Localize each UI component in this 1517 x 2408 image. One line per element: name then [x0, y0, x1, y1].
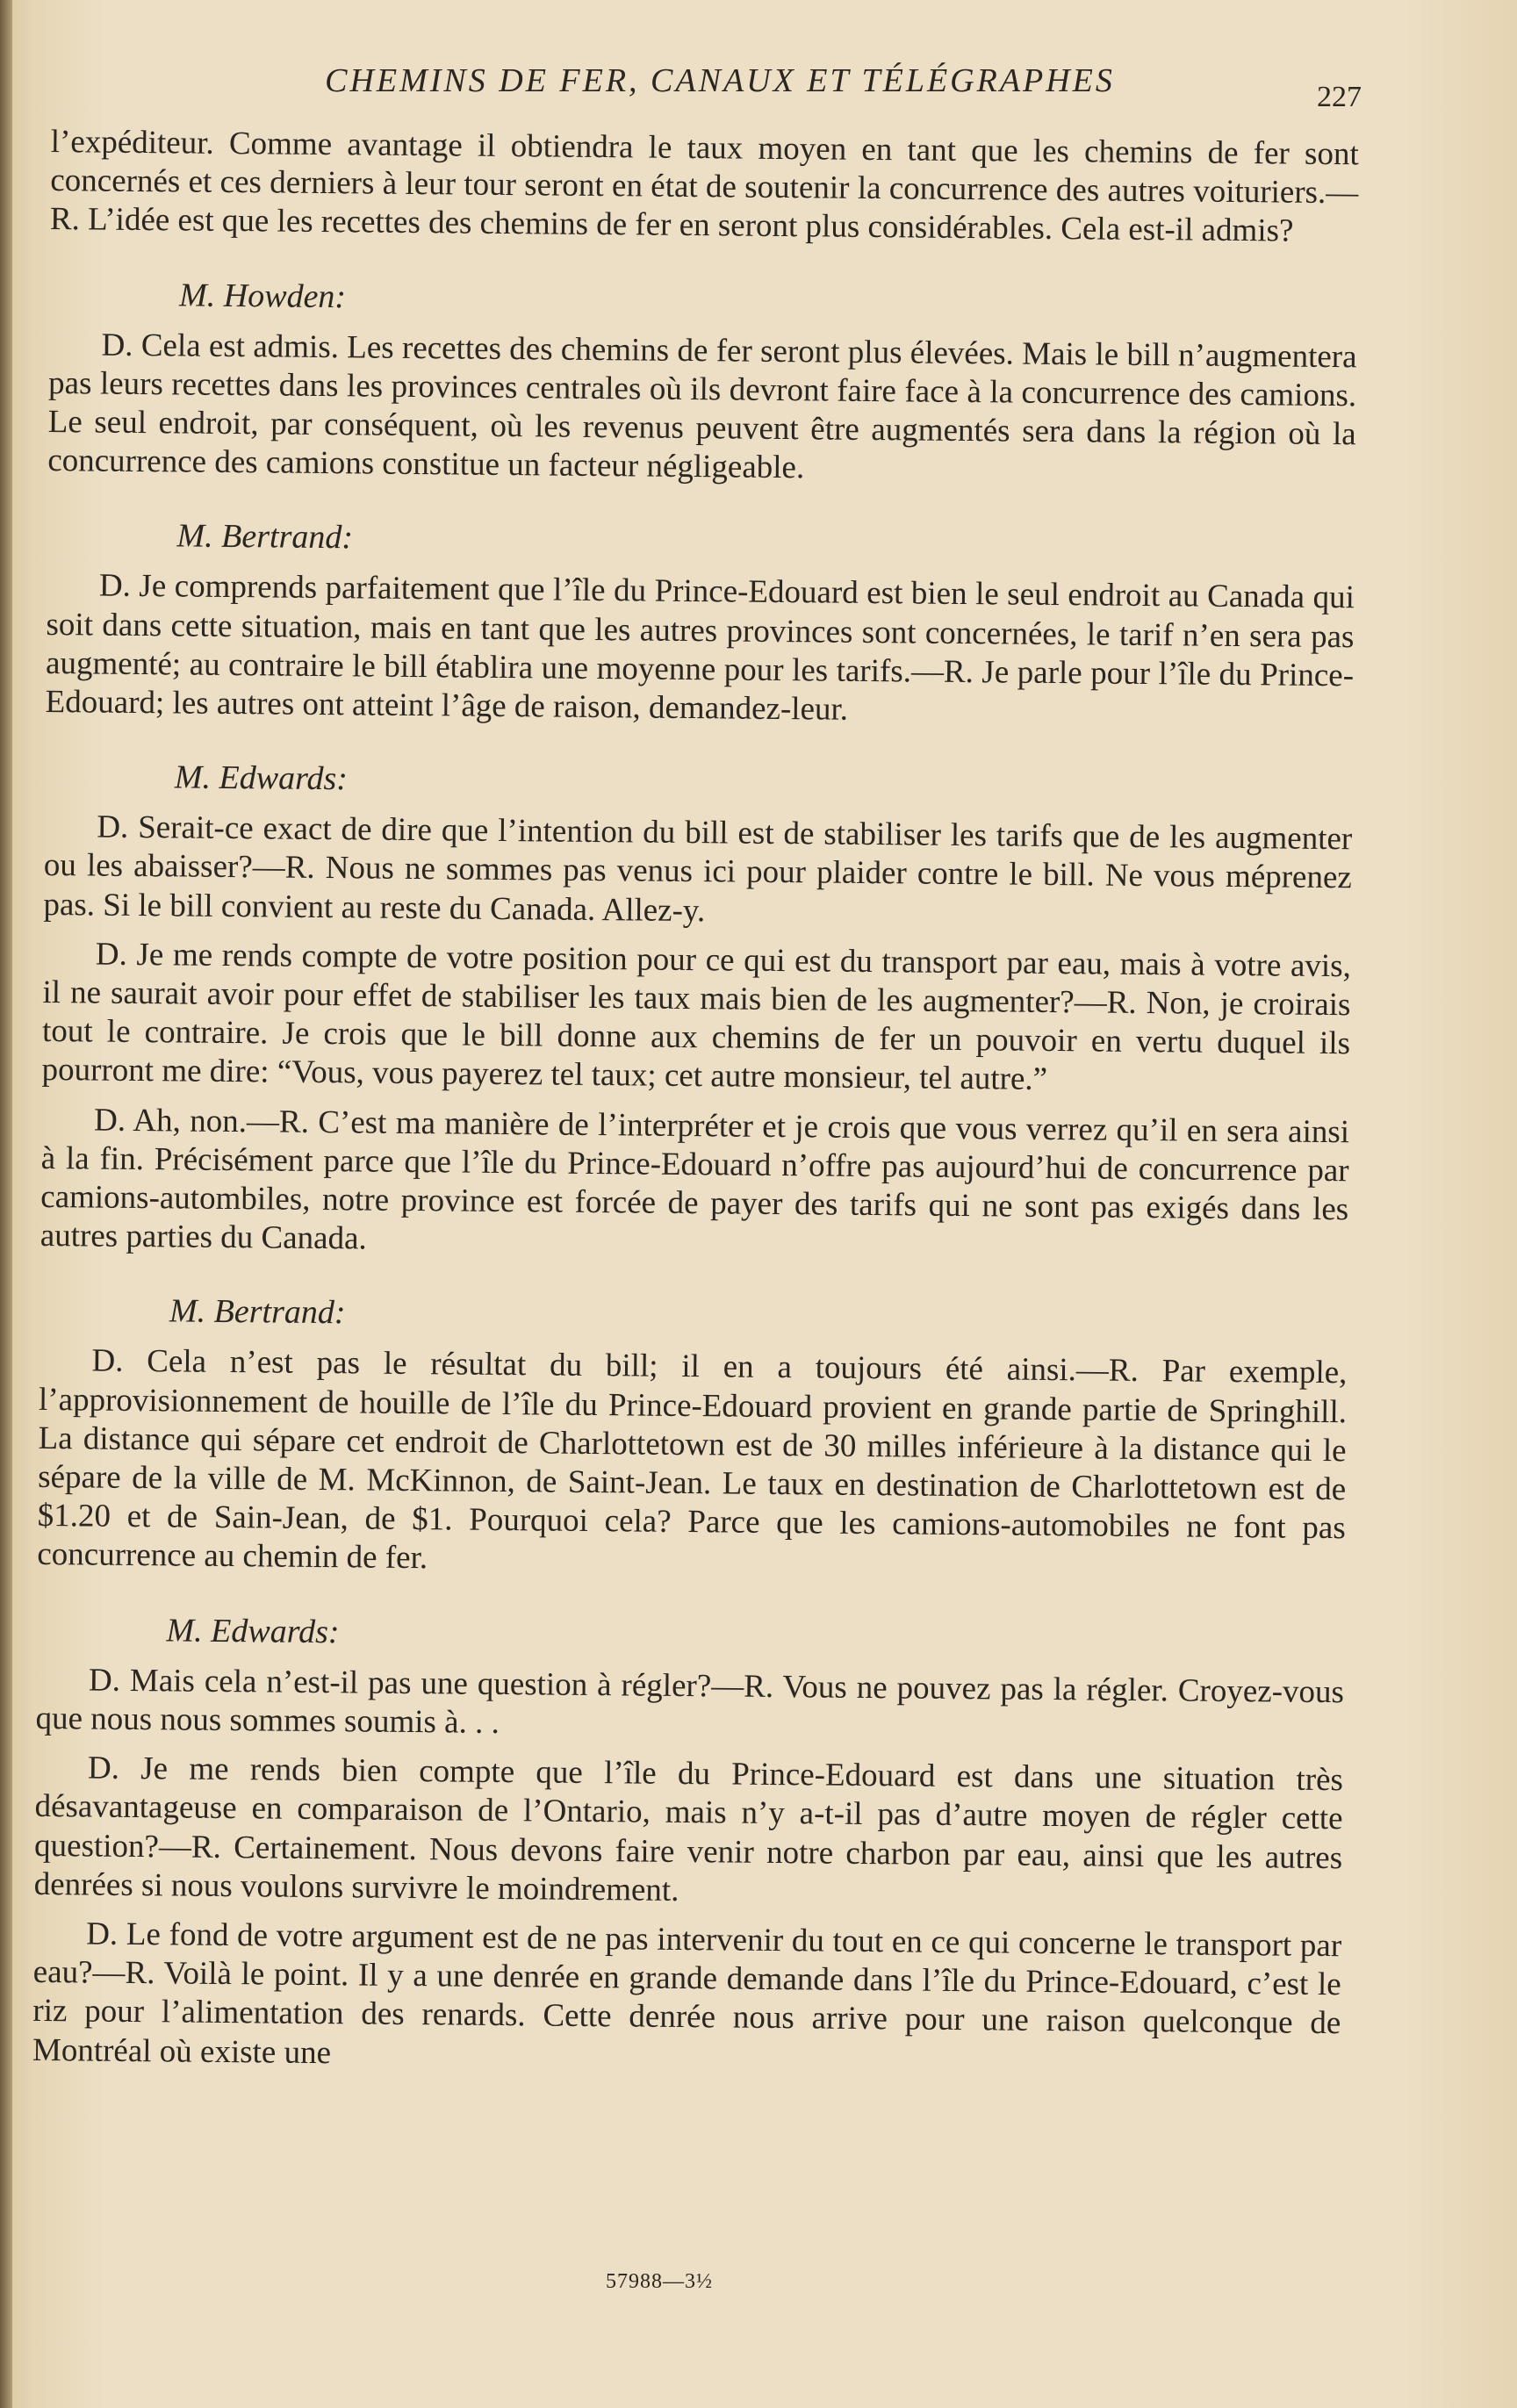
speaker-label: M. Edwards: — [174, 758, 349, 798]
paragraph: D. Cela n’est pas le résultat du bill; il en a toujours été ainsi.—R. Par exemple, l’approvisionnement de houille de l’île du Prince-Edouard provient en grande partie de Springhill. La distance qui sépare cet endroit de Charlottetown est de 30 milles inférieure à la distance qui le sépare de la ville de M. McKinnon, de Saint-Jean. Le taux en destination de Charlottetown est de $1.20 et de Sain-Jean, de $1. Pourquoi cela? Parce que les camions-automobiles ne font pas concurrence au chemin de fer. — [37, 1342, 1348, 1577]
signature-mark: 57988—3½ — [606, 2270, 713, 2293]
paragraph: D. Cela est admis. Les recettes des chemins de fer seront plus élevées. Mais le bill n’augmentera pas leurs recettes dans les provinces centrales où ils devront faire face à la concurrence des camions. Le seul endroit, par conséquent, où les revenus peuvent être augmentés sera dans la région où la concurrence des camions constitue un facteur négligeable. — [47, 327, 1357, 486]
paragraph: D. Je me rends compte de votre position pour ce qui est du transport par eau, mais à votre avis, il ne saurait avoir pour effet de stabiliser les taux mais bien de les augmenter?—R. Non, je croirais tout le contraire. Je crois que le bill donne aux chemins de fer un pouvoir en vertu duquel ils pourront me dire: “Vous, vous payerez tel taux; cet autre monsieur, tel autre.” — [41, 936, 1352, 1098]
book-spine-edge — [0, 0, 12, 2408]
paragraph: D. Je me rends bien compte que l’île du Prince-Edouard est dans une situation très désavantageuse en comparaison de l’Ontario, mais n’y a-t-il pas d’autre moyen de régler cette question?—R. Certainement. Nous devons faire venir notre charbon par eau, ainsi que les autres denrées si nous voulons survivre le moindrement. — [33, 1750, 1344, 1908]
paragraph: D. Je comprends parfaitement que l’île du Prince-Edouard est bien le seul endroit au Canada qui soit dans cette situation, mais en tant que les autres provinces sont concernées, le tarif n’en sera pas augmenté; au contraire le bill établira une moyenne pour les tarifs.—R. Je parle pour l’île du Prince-Edouard; les autres ont atteint l’âge de raison, demandez-leur. — [45, 567, 1355, 728]
paragraph: l’expéditeur. Comme avantage il obtiendra le taux moyen en tant que les chemins de fer sont concernés et ces derniers à leur tour seront en état de soutenir la concurrence des autres voituriers.—R. L’idée est que les recettes des chemins de fer en seront plus considérables. Cela est-il admis? — [49, 123, 1359, 249]
paragraph: D. Ah, non.—R. C’est ma manière de l’interpréter et je crois que vous verrez qu’il en sera ainsi à la fin. Précisément parce que l’île du Prince-Edouard n’offre pas aujourd’hui de concurrence par camions-autombiles, notre province est forcée de payer des tarifs qui ne sont pas exigés dans les autres parties du Canada. — [40, 1102, 1350, 1257]
paragraph: D. Serait-ce exact de dire que l’intention du bill est de stabiliser les tarifs que de les augmenter ou les abaisser?—R. Nous ne sommes pas venus ici pour plaider contre le bill. Ne vous méprenez pas. Si le bill convient au reste du Canada. Allez-y. — [43, 809, 1353, 929]
speaker-label: M. Howden: — [178, 277, 347, 315]
paragraph: D. Le fond de votre argument est de ne pas intervenir du tout en ce qui concerne le transport par eau?—R. Voilà le point. Il y a une denrée en grande demande dans l’île du Prince-Edouard, c’est le riz pour l’alimentation des renards. Cette denrée nous arrive pour une raison quelconque de Montréal où existe une — [32, 1916, 1342, 2071]
page-body — [32, 123, 1359, 2082]
running-title: CHEMINS DE FER, CANAUX ET TÉLÉGRAPHES — [325, 62, 1115, 99]
speaker-label: M. Edwards: — [166, 1612, 340, 1650]
speaker-label: M. Bertrand: — [176, 517, 354, 557]
paragraph: D. Mais cela n’est-il pas une question à régler?—R. Vous ne pouvez pas la régler. Croyez-vous que nous nous sommes soumis à. . . — [35, 1662, 1345, 1741]
speaker-label: M. Bertrand: — [169, 1292, 346, 1332]
page-number: 227 — [1317, 81, 1362, 113]
